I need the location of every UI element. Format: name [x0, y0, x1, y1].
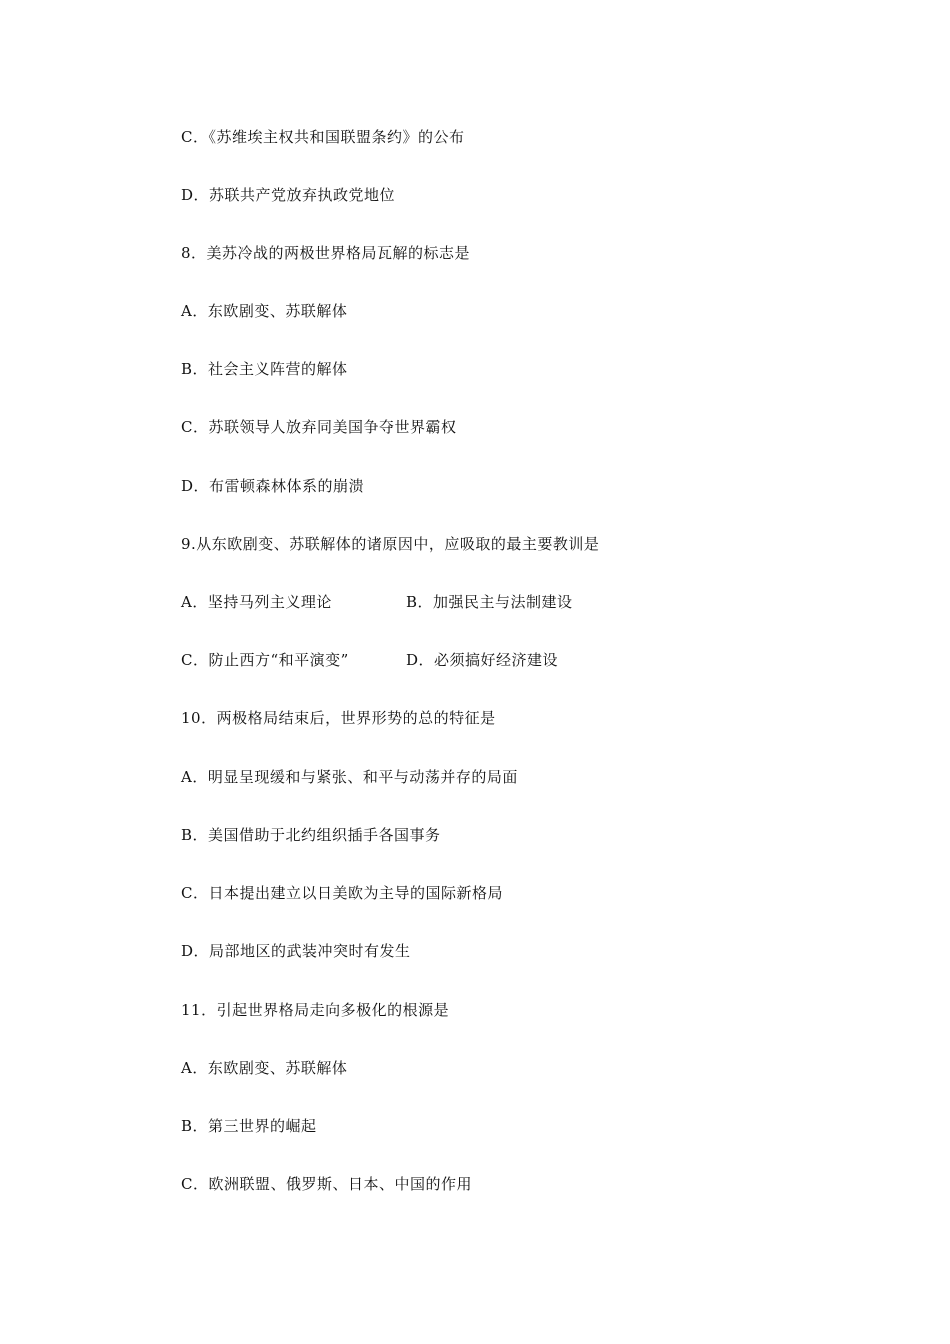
- q11-question: 11．引起世界格局走向多极化的根源是: [181, 1001, 450, 1019]
- q9-options-row-1: [181, 592, 573, 612]
- q10-option-c: C．日本提出建立以日美欧为主导的国际新格局: [181, 884, 503, 902]
- q9-option-a: A．坚持马列主义理论: [181, 593, 332, 611]
- q8-option-c: C．苏联领导人放弃同美国争夺世界霸权: [181, 418, 457, 436]
- q8-question: 8．美苏冷战的两极世界格局瓦解的标志是: [181, 244, 471, 262]
- q9-question: 9.从东欧剧变、苏联解体的诸原因中，应吸取的最主要教训是: [181, 535, 600, 553]
- q11-option-b: B．第三世界的崛起: [181, 1117, 317, 1135]
- q10-option-a: A．明显呈现缓和与紧张、和平与动荡并存的局面: [181, 768, 518, 786]
- q11-option-c: C．欧洲联盟、俄罗斯、日本、中国的作用: [181, 1175, 472, 1193]
- q9-option-b: B．加强民主与法制建设: [406, 593, 573, 611]
- q8-option-d: D．布雷顿森林体系的崩溃: [181, 477, 365, 495]
- q10-question: 10．两极格局结束后，世界形势的总的特征是: [181, 709, 496, 727]
- q8-option-b: B．社会主义阵营的解体: [181, 360, 348, 378]
- q7-option-d: D．苏联共产党放弃执政党地位: [181, 186, 396, 204]
- q10-option-b: B．美国借助于北约组织插手各国事务: [181, 826, 441, 844]
- q10-option-d: D．局部地区的武装冲突时有发生: [181, 942, 411, 960]
- q8-option-a: A．东欧剧变、苏联解体: [181, 302, 348, 320]
- q9-option-c: C．防止西方“和平演变”: [181, 651, 349, 669]
- q11-option-a: A．东欧剧变、苏联解体: [181, 1059, 348, 1077]
- q9-option-d: D．必须搞好经济建设: [406, 651, 559, 669]
- q7-option-c: C．《苏维埃主权共和国联盟条约》的公布: [181, 128, 465, 146]
- q9-options-row-2: [181, 650, 559, 670]
